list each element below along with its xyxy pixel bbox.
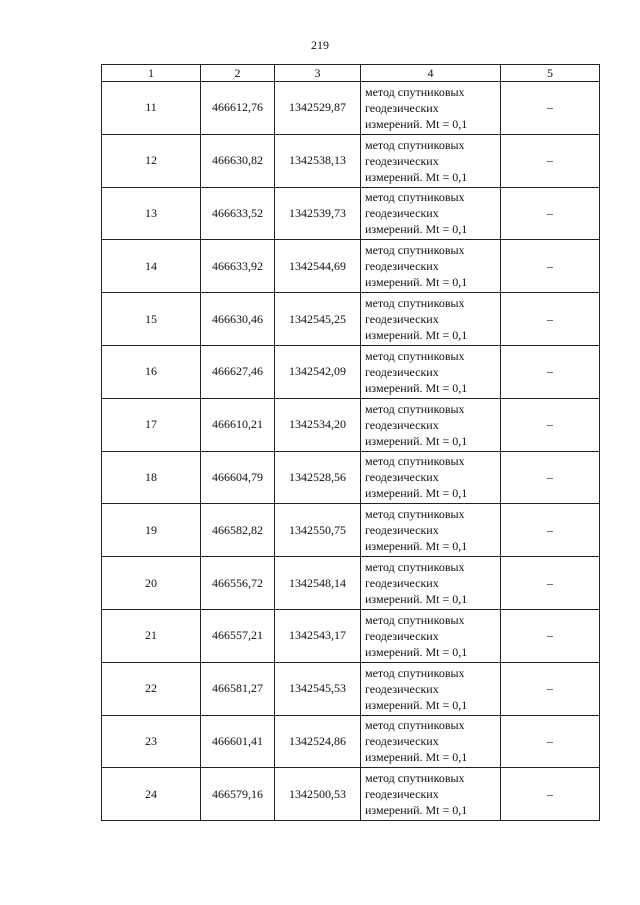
method-line: метод спутниковых xyxy=(365,348,465,363)
coordinate-x: 466627,46 xyxy=(201,345,275,398)
coordinate-x: 466633,92 xyxy=(201,240,275,293)
table-row xyxy=(102,504,600,557)
method-description xyxy=(361,82,501,135)
method-description xyxy=(361,187,501,240)
point-number: 17 xyxy=(102,398,201,451)
method-line: метод спутниковых xyxy=(365,665,465,680)
point-number: 19 xyxy=(102,504,201,557)
coordinate-x: 466633,52 xyxy=(201,187,275,240)
method-line: геодезических xyxy=(365,259,439,274)
column-header-5: 5 xyxy=(501,65,600,82)
method-line: измерений. Mt = 0,1 xyxy=(365,592,468,607)
point-number: 16 xyxy=(102,345,201,398)
method-line: измерений. Mt = 0,1 xyxy=(365,380,468,395)
note-cell: – xyxy=(501,557,600,610)
method-line: геодезических xyxy=(365,364,439,379)
coordinate-y: 1342538,13 xyxy=(275,134,361,187)
point-number: 14 xyxy=(102,240,201,293)
coordinate-x: 466557,21 xyxy=(201,609,275,662)
method-line: метод спутниковых xyxy=(365,84,465,99)
method-line: измерений. Mt = 0,1 xyxy=(365,275,468,290)
column-header-1: 1 xyxy=(102,65,201,82)
method-line: метод спутниковых xyxy=(365,507,465,522)
method-line: геодезических xyxy=(365,628,439,643)
point-number: 20 xyxy=(102,557,201,610)
method-line: геодезических xyxy=(365,312,439,327)
coordinate-y: 1342548,14 xyxy=(275,557,361,610)
method-line: метод спутниковых xyxy=(365,243,465,258)
method-description xyxy=(361,134,501,187)
note-cell: – xyxy=(501,82,600,135)
coordinate-y: 1342550,75 xyxy=(275,504,361,557)
note-cell: – xyxy=(501,293,600,346)
table-body xyxy=(102,82,600,821)
method-line: измерений. Mt = 0,1 xyxy=(365,539,468,554)
coordinate-x: 466610,21 xyxy=(201,398,275,451)
method-description xyxy=(361,609,501,662)
table-row xyxy=(102,293,600,346)
coordinate-y: 1342534,20 xyxy=(275,398,361,451)
table-header-row xyxy=(102,65,600,82)
method-line: измерений. Mt = 0,1 xyxy=(365,116,468,131)
method-line: метод спутниковых xyxy=(365,190,465,205)
table-row xyxy=(102,609,600,662)
method-line: метод спутниковых xyxy=(365,718,465,733)
note-cell: – xyxy=(501,187,600,240)
method-line: геодезических xyxy=(365,681,439,696)
method-description xyxy=(361,451,501,504)
point-number: 15 xyxy=(102,293,201,346)
page-number: 219 xyxy=(311,38,329,52)
method-line: геодезических xyxy=(365,100,439,115)
method-description xyxy=(361,557,501,610)
coordinate-x: 466601,41 xyxy=(201,715,275,768)
coordinate-y: 1342500,53 xyxy=(275,768,361,821)
coordinate-x: 466579,16 xyxy=(201,768,275,821)
note-cell: – xyxy=(501,504,600,557)
point-number: 24 xyxy=(102,768,201,821)
table-row xyxy=(102,82,600,135)
method-line: метод спутниковых xyxy=(365,454,465,469)
table-row xyxy=(102,662,600,715)
method-description xyxy=(361,345,501,398)
method-line: метод спутниковых xyxy=(365,296,465,311)
column-header-3: 3 xyxy=(275,65,361,82)
point-number: 11 xyxy=(102,82,201,135)
coordinate-x: 466556,72 xyxy=(201,557,275,610)
table-row xyxy=(102,134,600,187)
method-line: измерений. Mt = 0,1 xyxy=(365,328,468,343)
method-description xyxy=(361,715,501,768)
table-row xyxy=(102,187,600,240)
coordinate-y: 1342544,69 xyxy=(275,240,361,293)
coordinate-y: 1342542,09 xyxy=(275,345,361,398)
point-number: 12 xyxy=(102,134,201,187)
method-line: метод спутниковых xyxy=(365,612,465,627)
table-row xyxy=(102,715,600,768)
method-line: метод спутниковых xyxy=(365,771,465,786)
method-line: геодезических xyxy=(365,206,439,221)
method-description xyxy=(361,293,501,346)
coordinate-y: 1342545,25 xyxy=(275,293,361,346)
method-line: геодезических xyxy=(365,417,439,432)
method-description xyxy=(361,662,501,715)
point-number: 13 xyxy=(102,187,201,240)
coordinate-y: 1342529,87 xyxy=(275,82,361,135)
method-line: метод спутниковых xyxy=(365,401,465,416)
coordinate-y: 1342539,73 xyxy=(275,187,361,240)
coordinate-y: 1342543,17 xyxy=(275,609,361,662)
method-line: измерений. Mt = 0,1 xyxy=(365,697,468,712)
method-line: измерений. Mt = 0,1 xyxy=(365,644,468,659)
coordinate-x: 466604,79 xyxy=(201,451,275,504)
note-cell: – xyxy=(501,768,600,821)
method-line: измерений. Mt = 0,1 xyxy=(365,169,468,184)
coordinate-y: 1342545,53 xyxy=(275,662,361,715)
note-cell: – xyxy=(501,134,600,187)
method-line: измерений. Mt = 0,1 xyxy=(365,433,468,448)
table-row xyxy=(102,557,600,610)
method-description xyxy=(361,768,501,821)
method-line: геодезических xyxy=(365,787,439,802)
column-header-4: 4 xyxy=(361,65,501,82)
point-number: 18 xyxy=(102,451,201,504)
method-description xyxy=(361,504,501,557)
method-line: измерений. Mt = 0,1 xyxy=(365,222,468,237)
coordinate-x: 466630,82 xyxy=(201,134,275,187)
coordinate-x: 466581,27 xyxy=(201,662,275,715)
coordinate-x: 466612,76 xyxy=(201,82,275,135)
method-line: измерений. Mt = 0,1 xyxy=(365,803,468,818)
coordinate-x: 466582,82 xyxy=(201,504,275,557)
table-row xyxy=(102,398,600,451)
note-cell: – xyxy=(501,609,600,662)
coordinate-y: 1342528,56 xyxy=(275,451,361,504)
table-row xyxy=(102,768,600,821)
coordinate-y: 1342524,86 xyxy=(275,715,361,768)
point-number: 21 xyxy=(102,609,201,662)
method-line: метод спутниковых xyxy=(365,137,465,152)
note-cell: – xyxy=(501,398,600,451)
method-line: геодезических xyxy=(365,576,439,591)
table-row xyxy=(102,240,600,293)
column-header-2: 2 xyxy=(201,65,275,82)
method-line: геодезических xyxy=(365,523,439,538)
note-cell: – xyxy=(501,345,600,398)
table-row xyxy=(102,345,600,398)
method-description xyxy=(361,398,501,451)
point-number: 23 xyxy=(102,715,201,768)
method-line: измерений. Mt = 0,1 xyxy=(365,750,468,765)
table-row xyxy=(102,451,600,504)
method-description xyxy=(361,240,501,293)
method-line: метод спутниковых xyxy=(365,560,465,575)
note-cell: – xyxy=(501,240,600,293)
note-cell: – xyxy=(501,715,600,768)
point-number: 22 xyxy=(102,662,201,715)
method-line: геодезических xyxy=(365,153,439,168)
coordinate-x: 466630,46 xyxy=(201,293,275,346)
method-line: геодезических xyxy=(365,470,439,485)
method-line: геодезических xyxy=(365,734,439,749)
coordinates-table xyxy=(101,64,600,821)
note-cell: – xyxy=(501,662,600,715)
note-cell: – xyxy=(501,451,600,504)
method-line: измерений. Mt = 0,1 xyxy=(365,486,468,501)
